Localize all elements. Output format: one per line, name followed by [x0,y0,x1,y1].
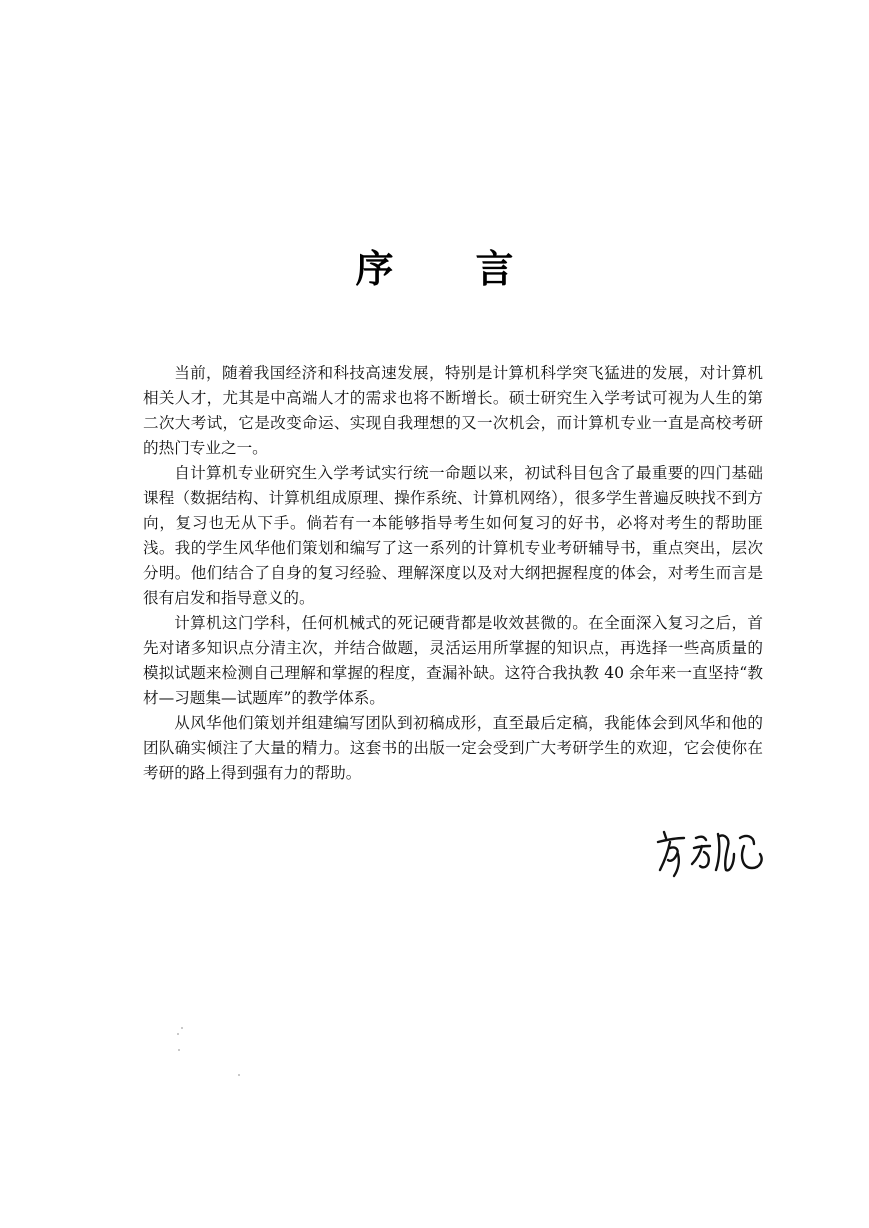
scan-speck [181,1027,183,1029]
paragraph-1: 当前，随着我国经济和科技高速发展，特别是计算机科学突飞猛进的发展，对计算机相关人才，尤其是中高端人才的需求也将不断增长。硕士研究生入学考试可视为人生的第二次大考试，它是改变命运、实现自我理想的又一次机会，而计算机专业一直是高校考研的热门专业之一。 [143,364,763,457]
scan-speck [177,1033,179,1035]
scan-speck [178,1049,180,1051]
title-char-2: 言 [475,247,514,291]
scan-speck [238,1074,240,1076]
title-char-1: 序 [355,247,394,291]
paragraph-2: 自计算机专业研究生入学考试实行统一命题以来，初试科目包含了最重要的四门基础课程（数据结构、计算机组成原理、操作系统、计算机网络），很多学生普遍反映找不到方向，复习也无从下手。倘若有一本能够指导考生如何复习的好书，必将对考生的帮助匪浅。我的学生风华他们策划和编写了这一系列的计算机专业考研辅导书，重点突出，层次分明。他们结合了自身的复习经验、理解深度以及对大纲把握程度的体会，对考生而言是很有启发和指导意义的。 [143,464,763,607]
paragraph-3: 计算机这门学科，任何机械式的死记硬背都是收效甚微的。在全面深入复习之后，首先对诸多知识点分清主次，并结合做题，灵活运用所掌握的知识点，再选择一些高质量的模拟试题来检测自己理解和掌握的程度，查漏补缺。这符合我执教 40 余年来一直坚持“教材—习题集—试题库”的教学体系。 [143,614,763,707]
preface-body [143,361,763,786]
page-title [0,238,869,293]
paragraph-4: 从风华他们策划并组建编写团队到初稿成形，直至最后定稿，我能体会到风华和他的团队确实倾注了大量的精力。这套书的出版一定会受到广大考研学生的欢迎，它会使你在考研的路上得到强有力的帮助。 [143,714,763,782]
signature-icon [654,824,774,880]
